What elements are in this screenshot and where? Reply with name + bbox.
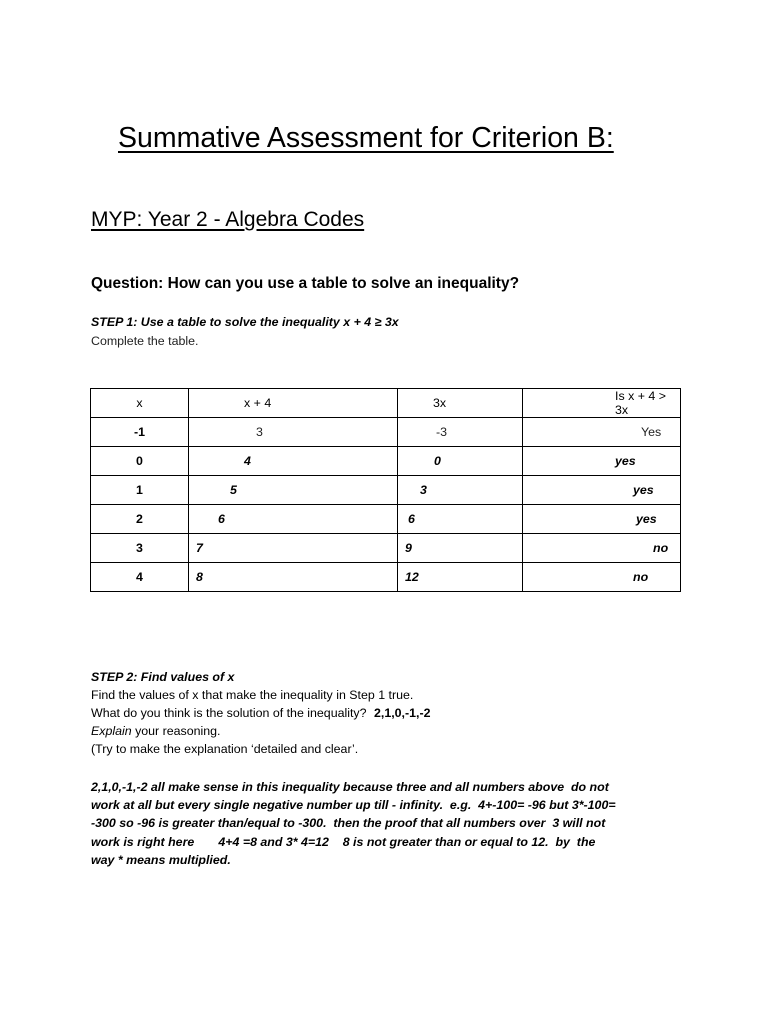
step1-heading: STEP 1: Use a table to solve the inequality x + 4 ≥ 3x [91,315,399,329]
table-header-cell: x [91,389,189,418]
table-cell: no [523,563,681,592]
table-cell: 2 [91,505,189,534]
step2-explain-word: Explain [91,724,132,738]
step2-question-text: What do you think is the solution of the inequality? [91,706,367,720]
table-header-cell: 3x [398,389,523,418]
table-cell: yes [523,476,681,505]
table-header-cell: Is x + 4 > 3x [523,389,681,418]
step2-line [91,704,691,722]
page-subtitle: MYP: Year 2 - Algebra Codes [91,208,365,231]
table-cell: 4 [189,447,398,476]
table-cell: 0 [398,447,523,476]
table-row [91,563,681,592]
table-row [91,534,681,563]
table-cell: -3 [398,418,523,447]
table-header-cell: x + 4 [189,389,398,418]
step2-explain-rest: your reasoning. [131,724,221,738]
table-cell: 12 [398,563,523,592]
table-cell: 0 [91,447,189,476]
table-cell: -1 [91,418,189,447]
step2-heading: STEP 2: Find values of x [91,670,235,684]
question-heading: Question: How can you use a table to solve an inequality? [91,275,520,292]
page-title: Summative Assessment for Criterion B: [118,122,614,154]
table-cell: 4 [91,563,189,592]
table-row [91,418,681,447]
table-header-row [91,389,681,418]
table-row [91,505,681,534]
table-cell: 7 [189,534,398,563]
table-cell: Yes [523,418,681,447]
answer-line: work at all but every single negative number up till - infinity. e.g. 4+-100= -96 but 3*-100= [91,798,616,813]
answer-line: -300 so -96 is greater than/equal to -300. then the proof that all numbers over 3 will not [91,816,606,831]
table-cell: yes [523,505,681,534]
table-cell: yes [523,447,681,476]
table-cell: 1 [91,476,189,505]
table-cell: 9 [398,534,523,563]
table-cell: 3 [189,418,398,447]
table-row [91,447,681,476]
table-cell: 3 [398,476,523,505]
table-cell: no [523,534,681,563]
answer-line: way * means multiplied. [91,852,231,867]
step2-line: Find the values of x that make the inequality in Step 1 true. [91,688,414,702]
answer-line: 2,1,0,-1,-2 all make sense in this inequality because three and all numbers above do not [91,780,609,794]
table-row [91,476,681,505]
table-cell: 5 [189,476,398,505]
step2-line: (Try to make the explanation ‘detailed and clear’. [91,742,359,756]
table-cell: 3 [91,534,189,563]
step2-answer-value: 2,1,0,-1,-2 [373,706,431,720]
table-cell: 6 [398,505,523,534]
inequality-table [90,388,681,592]
table-cell: 6 [189,505,398,534]
step2-line [91,722,691,740]
step2-section [91,668,691,758]
answer-line: work is right here 4+4 =8 and 3* 4=12 8 is not greater than or equal to 12. by the [91,834,596,849]
student-answer [91,778,691,869]
table-cell: 8 [189,563,398,592]
step1-instruction: Complete the table. [91,334,199,348]
